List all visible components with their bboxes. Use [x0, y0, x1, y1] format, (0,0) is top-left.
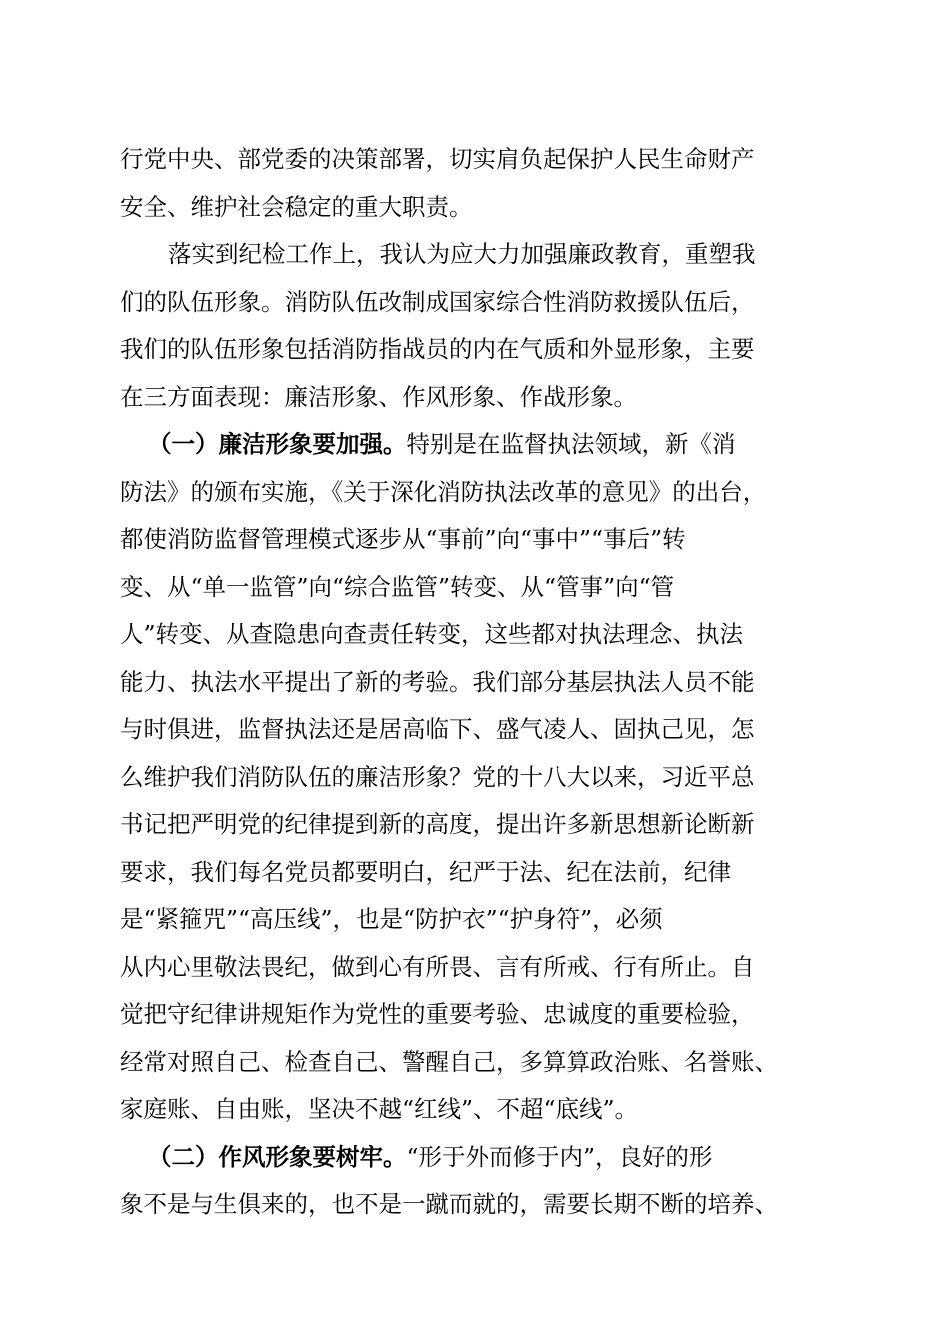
- paragraph-text: 么维护我们消防队伍的廉洁形象？党的十八大以来，习近平总: [120, 763, 755, 791]
- paragraph-text: 能力、执法水平提出了新的考验。我们部分基层执法人员不能: [120, 668, 755, 696]
- text-line: [0, 472, 950, 512]
- section-2-first-line: [148, 1137, 713, 1177]
- text-line: [0, 757, 950, 797]
- text-line: [0, 1184, 950, 1224]
- text-line: [0, 709, 950, 749]
- paragraph-text: 要求，我们每名党员都要明白，纪严于法、纪在法前，纪律: [120, 858, 731, 886]
- paragraph-text: 从内心里敬法畏纪，做到心有所畏、言有所戒、行有所止。自: [120, 953, 755, 981]
- text-line: [0, 852, 950, 892]
- text-line: [0, 1042, 950, 1082]
- text-line: [0, 519, 950, 559]
- paragraph-text: 防法》的颁布实施，《关于深化消防执法改革的意见》的出台，: [120, 478, 767, 506]
- paragraph-text: 我们的队伍形象包括消防指战员的内在气质和外显形象，主要: [120, 335, 755, 363]
- text-line: [0, 947, 950, 987]
- section-heading: （一）廉洁形象要加强。: [148, 430, 407, 458]
- section-heading: （二）作风形象要树牢。: [148, 1143, 407, 1171]
- text-line: [0, 187, 950, 227]
- text-line: [0, 1137, 950, 1177]
- text-line: [0, 329, 950, 369]
- paragraph-text: 人”转变、从查隐患向查责任转变，这些都对执法理念、执法: [120, 620, 744, 648]
- text-line: [0, 424, 950, 464]
- paragraph-text: 象不是与生俱来的，也不是一蹴而就的，需要长期不断的培养、: [120, 1190, 778, 1218]
- text-line: [0, 377, 950, 417]
- text-line: [0, 234, 950, 274]
- paragraph-text: 家庭账、自由账，坚决不越“红线”、不超“底线”。: [120, 1095, 639, 1123]
- paragraph-text: 们的队伍形象。消防队伍改制成国家综合性消防救援队伍后，: [120, 288, 755, 316]
- paragraph-text: 安全、维护社会稳定的重大职责。: [120, 193, 473, 221]
- paragraph-text: 在三方面表现：廉洁形象、作风形象、作战形象。: [120, 383, 637, 411]
- text-line: [0, 804, 950, 844]
- paragraph-text: 是“紧箍咒”“高压线”，也是“防护衣”“护身符”，必须: [120, 905, 663, 933]
- text-line: [0, 614, 950, 654]
- paragraph-text: “形于外而修于内”，良好的形: [406, 1143, 713, 1171]
- paragraph-text: 觉把守纪律讲规矩作为党性的重要考验、忠诚度的重要检验，: [120, 1000, 755, 1028]
- text-line: [0, 282, 950, 322]
- text-line: [0, 899, 950, 939]
- text-line: [0, 1089, 950, 1129]
- text-line: [0, 994, 950, 1034]
- section-1-first-line: [148, 424, 736, 464]
- text-line: [0, 662, 950, 702]
- paragraph-text: 变、从“单一监管”向“综合监管”转变、从“管事”向“管: [120, 573, 675, 601]
- paragraph-text: 落实到纪检工作上，我认为应大力加强廉政教育，重塑我: [168, 240, 756, 268]
- paragraph-text: 行党中央、部党委的决策部署，切实肩负起保护人民生命财产: [120, 145, 755, 173]
- paragraph-text: 与时俱进，监督执法还是居高临下、盛气凌人、固执己见，怎: [120, 715, 755, 743]
- paragraph-text: 书记把严明党的纪律提到新的高度，提出许多新思想新论断新: [120, 810, 755, 838]
- text-line: [0, 567, 950, 607]
- paragraph-text: 经常对照自己、检查自己、警醒自己，多算算政治账、名誉账、: [120, 1048, 778, 1076]
- paragraph-text: 都使消防监督管理模式逐步从“事前”向“事中”“事后”转: [120, 525, 686, 553]
- text-line: [0, 139, 950, 179]
- paragraph-text: 特别是在监督执法领域，新《消: [406, 430, 736, 458]
